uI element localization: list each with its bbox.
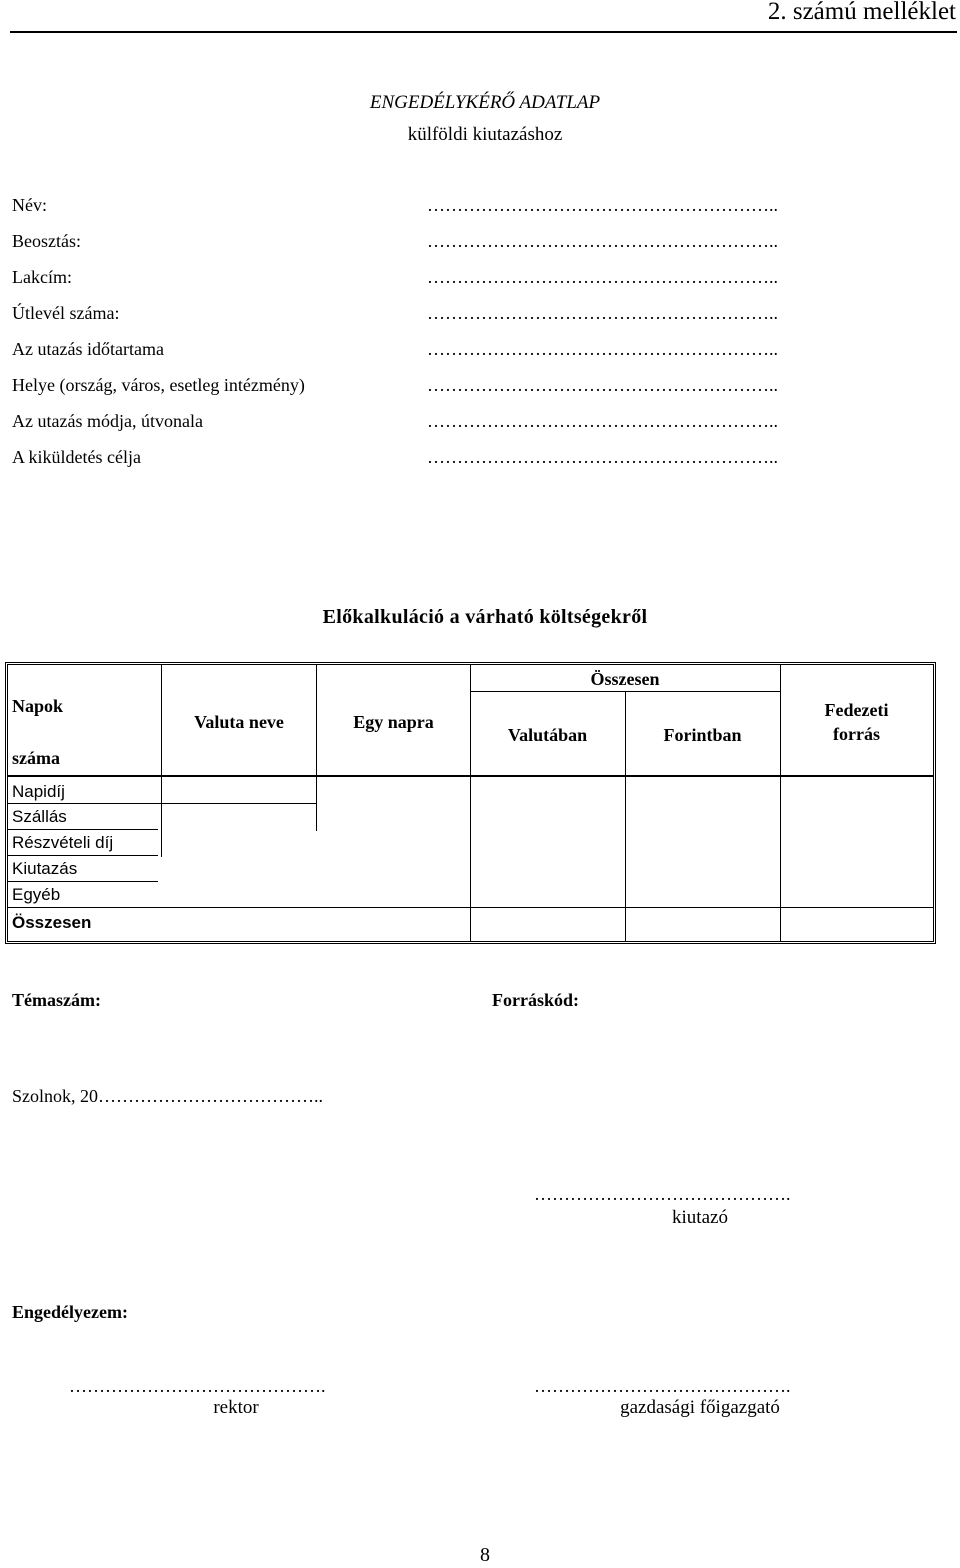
field-label-duration: Az utazás időtartama <box>12 339 164 359</box>
header-in-currency: Valutában <box>507 725 588 745</box>
rector-signature-line[interactable]: ……………………………………. <box>69 1376 326 1396</box>
header-days-2: száma <box>12 748 60 768</box>
row-label-participation-fee: Részvételi díj <box>12 833 114 852</box>
director-label: gazdasági főigazgató <box>620 1397 780 1418</box>
form-title: ENGEDÉLYKÉRŐ ADATLAP <box>369 92 601 113</box>
row-line-3 <box>8 855 158 856</box>
approve-label: Engedélyezem: <box>12 1302 128 1322</box>
field-label-route: Az utazás módja, útvonala <box>12 411 203 431</box>
field-blank-position[interactable]: ………………………………………………….. <box>427 231 778 251</box>
col-line-2 <box>316 665 317 831</box>
field-blank-destination[interactable]: ………………………………………………….. <box>427 375 778 395</box>
field-blank-route[interactable]: ………………………………………………….. <box>427 411 778 431</box>
header-total: Összesen <box>590 669 660 689</box>
row-label-total: Összesen <box>12 913 92 932</box>
header-funding-2: forrás <box>833 724 880 744</box>
row-line-1 <box>8 803 316 804</box>
director-signature-line[interactable]: ……………………………………. <box>534 1376 791 1396</box>
form-subtitle: külföldi kiutazáshoz <box>407 124 563 145</box>
header-days-1: Napok <box>12 696 64 716</box>
field-blank-duration[interactable]: ………………………………………………….. <box>427 339 778 359</box>
source-code-label: Forráskód: <box>492 990 579 1010</box>
header-in-huf: Forintban <box>663 725 742 745</box>
row-line-4 <box>8 881 158 882</box>
field-blank-name[interactable]: ………………………………………………….. <box>427 195 778 215</box>
place-date[interactable]: Szolnok, 20……………………………….. <box>12 1086 324 1106</box>
field-blank-passport[interactable]: ………………………………………………….. <box>427 303 778 323</box>
field-label-destination: Helye (ország, város, esetleg intézmény) <box>12 375 305 395</box>
header-currency-name: Valuta neve <box>194 712 284 732</box>
field-label-name: Név: <box>12 195 47 215</box>
field-blank-address[interactable]: ………………………………………………….. <box>427 267 778 287</box>
header-per-day: Egy napra <box>353 712 434 732</box>
section-title: Előkalkuláció a várható költségekről <box>322 606 648 628</box>
col-line-3 <box>470 665 471 941</box>
annex-label: 2. számú melléklet <box>767 0 956 25</box>
header-rule <box>10 31 957 33</box>
col-line-1 <box>161 665 162 857</box>
field-label-passport: Útlevél száma: <box>12 303 120 323</box>
row-label-other: Egyéb <box>12 885 61 904</box>
rector-label: rektor <box>213 1397 259 1418</box>
traveler-signature-line[interactable]: ……………………………………. <box>534 1184 791 1204</box>
header-funding-1: Fedezeti <box>824 700 889 720</box>
row-label-daily-allowance: Napidíj <box>12 782 65 801</box>
topic-number-label: Témaszám: <box>12 990 101 1010</box>
row-label-travel: Kiutazás <box>12 859 78 878</box>
field-label-purpose: A kiküldetés célja <box>12 447 141 467</box>
field-blank-purpose[interactable]: ………………………………………………….. <box>427 447 778 467</box>
field-label-position: Beosztás: <box>12 231 81 251</box>
traveler-label: kiutazó <box>672 1207 728 1228</box>
page-number: 8 <box>480 1544 490 1566</box>
cost-table <box>5 662 936 944</box>
row-line-2 <box>8 829 158 830</box>
row-label-accommodation: Szállás <box>12 807 67 826</box>
field-label-address: Lakcím: <box>12 267 72 287</box>
